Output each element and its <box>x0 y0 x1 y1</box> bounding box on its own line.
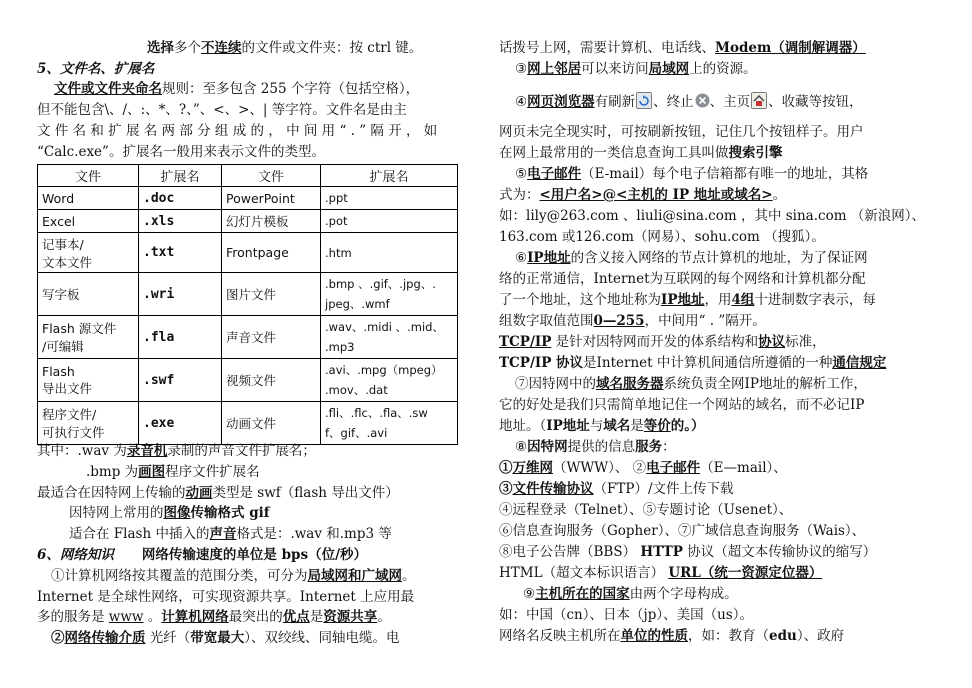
sound-note: 适合在 Flash 中插入的声音格式是：.wav 和.mp3 等 <box>69 526 392 542</box>
table-cell: PowerPoint <box>222 187 321 210</box>
naming-line-2: 但不能包含\、/、:、*、?、”、<、>、| 等字符。文件名是由主 <box>37 102 407 118</box>
table-cell: 程序文件/ 可执行文件 <box>38 402 139 445</box>
table-header-row <box>38 165 458 187</box>
browser-note: 网页未完全现实时，可按刷新按钮，记住几个按钮样子。用户 <box>499 124 864 140</box>
header-file-2: 文件 <box>222 165 321 187</box>
table-cell: .exe <box>139 402 222 445</box>
dns-line-1: ⑦因特网中的域名服务器系统负责全网IP地址的解析工作， <box>515 376 867 392</box>
bmp-note: .bmp 为画图程序文件扩展名 <box>86 464 260 480</box>
tcpip-line-1: TCP/IP 是针对因特网而开发的体系结构和协议标准， <box>499 334 826 350</box>
ip-line-3: 了一个地址，这个地址称为IP地址，用4组十进制数字表示，每 <box>499 292 876 308</box>
section-5-title: 5、文件名、扩展名 <box>37 61 155 77</box>
email-example-1: 如：lily@263.com 、liuli@sina.com ，其中 sina.com （新浪网）、 <box>499 208 926 224</box>
org-type-line: 网络名反映主机所在单位的性质，如：教育（edu）、政府 <box>499 628 845 644</box>
naming-line-4: “Calc.exe”。扩展名一般用来表示文件的类型。 <box>37 144 325 160</box>
select-line: 选择多个不连续的文件或文件夹：按 ctrl 键。 <box>147 40 423 56</box>
table-cell: Word <box>38 187 139 210</box>
network-line-1: ①计算机网络按其覆盖的范围分类，可分为局域网和广域网。 <box>51 568 416 584</box>
network-neighborhood-line: ③网上邻居可以来访问局域网上的资源。 <box>515 61 757 77</box>
header-ext: 扩展名 <box>139 165 222 187</box>
table-row <box>38 402 458 445</box>
table-row <box>38 233 458 273</box>
table-cell: 图片文件 <box>222 273 321 316</box>
table-cell: .avi、.mpg（mpeg） .mov、.dat <box>321 359 458 402</box>
table-cell: .xls <box>139 210 222 233</box>
email-line: ⑤电子邮件（E-mail）每个电子信箱都有唯一的地址，其格 <box>515 166 869 182</box>
table-row <box>38 359 458 402</box>
network-line-4: ②网络传输介质 光纤（带宽最大）、双绞线、同轴电缆。电 <box>51 630 400 646</box>
extension-table <box>37 164 458 445</box>
services-line-5: ⑧电子公告牌（BBS） HTTP 协议（超文本传输协议的缩写） <box>499 544 877 560</box>
dialup-line: 话拨号上网，需要计算机、电话线、Modem（调制解调器） <box>499 40 866 56</box>
table-row <box>38 187 458 210</box>
table-cell: Frontpage <box>222 233 321 273</box>
country-example: 如：中国（cn）、日本（jp）、美国（us）。 <box>499 607 753 623</box>
search-engine-line: 在网上最常用的一类信息查询工具叫做搜索引擎 <box>499 145 783 161</box>
table-cell: Flash 源文件 /可编辑 <box>38 316 139 359</box>
table-cell: .htm <box>321 233 458 273</box>
services-line-3: ④远程登录（Telnet）、⑤专题讨论（Usenet）、 <box>499 502 793 518</box>
table-cell: Flash 导出文件 <box>38 359 139 402</box>
dns-line-2: 它的好处是我们只需简单地记住一个网站的域名，而不必记IP <box>499 397 865 413</box>
header-ext-2: 扩展名 <box>321 165 458 187</box>
browser-line: ④网页浏览器有刷新 、终止 、主页 、收藏等按钮， <box>515 94 863 110</box>
services-title: ⑧因特网提供的信息服务： <box>515 439 676 455</box>
services-line-4: ⑥信息查询服务（Gopher）、⑦广域信息查询服务（Wais）、 <box>499 523 866 539</box>
wav-note: 其中：.wav 为录音机录制的声音文件扩展名； <box>37 443 316 459</box>
network-line-2: Internet 是全球性网络，可实现资源共享。Internet 上应用最 <box>37 589 415 605</box>
table-cell: .txt <box>139 233 222 273</box>
table-cell: .wri <box>139 273 222 316</box>
table-cell: 动画文件 <box>222 402 321 445</box>
table-cell: .swf <box>139 359 222 402</box>
table-cell: 写字板 <box>38 273 139 316</box>
header-file: 文件 <box>38 165 139 187</box>
refresh-icon <box>636 92 652 109</box>
table-cell: .pot <box>321 210 458 233</box>
table-cell: .fli、.flc、.fla、.sw f、gif、.avi <box>321 402 458 445</box>
table-cell: 声音文件 <box>222 316 321 359</box>
table-row <box>38 316 458 359</box>
section-6-title: 6、网络知识 网络传输速度的单位是 bps（位/秒） <box>37 547 368 563</box>
table-cell: 视频文件 <box>222 359 321 402</box>
table-cell: .doc <box>139 187 222 210</box>
country-line: ⑨主机所在的国家由两个字母构成。 <box>523 586 738 602</box>
table-cell: .ppt <box>321 187 458 210</box>
email-example-2: 163.com 或126.com（网易）、sohu.com （搜狐）。 <box>499 229 825 245</box>
naming-rule-line: 文件或文件夹命名规则：至多包含 255 个字符（包括空格）， <box>54 81 420 97</box>
gif-note: 因特网上常用的图像传输格式 gif <box>69 505 270 521</box>
network-line-3: 多的服务是 www 。计算机网络最突出的优点是资源共享。 <box>37 609 391 625</box>
anim-note: 最适合在因特网上传输的动画类型是 swf（flash 导出文件） <box>37 485 399 501</box>
services-line-2: ③文件传输协议（FTP）/文件上传下载 <box>499 481 734 497</box>
ip-line-4: 组数字取值范围0—255，中间用“ . ”隔开。 <box>499 313 766 329</box>
naming-line-3: 文 件 名 和 扩 展 名 两 部 分 组 成 的 ， 中 间 用 “ . ” 隔 开 ， 如 <box>37 123 438 139</box>
table-cell: Excel <box>38 210 139 233</box>
ip-line-2: 络的正常通信，Internet为互联网的每个网络和计算机都分配 <box>499 271 866 287</box>
dns-line-3: 地址。（IP地址与域名是等价的。） <box>499 418 705 434</box>
table-cell: .wav、.midi 、.mid、 .mp3 <box>321 316 458 359</box>
ip-line-1: ⑥IP地址的含义接入网络的节点计算机的地址，为了保证网 <box>515 250 868 266</box>
home-icon <box>751 92 767 109</box>
email-format-line: 式为：<用户名>@<主机的 IP 地址或域名>。 <box>499 187 787 203</box>
table-cell: .bmp 、.gif、.jpg、. jpeg、.wmf <box>321 273 458 316</box>
table-cell: 幻灯片模板 <box>222 210 321 233</box>
table-cell: 记事本/ 文本文件 <box>38 233 139 273</box>
services-line-6: HTML（超文本标识语言） URL（统一资源定位器） <box>499 565 823 581</box>
table-row <box>38 273 458 316</box>
table-cell: .fla <box>139 316 222 359</box>
stop-icon <box>695 93 709 108</box>
tcpip-line-2: TCP/IP 协议是Internet 中计算机间通信所遵循的一种通信规定 <box>499 355 887 371</box>
table-row <box>38 210 458 233</box>
services-line-1: ①万维网（WWW）、 ②电子邮件（E—mail）、 <box>499 460 787 476</box>
